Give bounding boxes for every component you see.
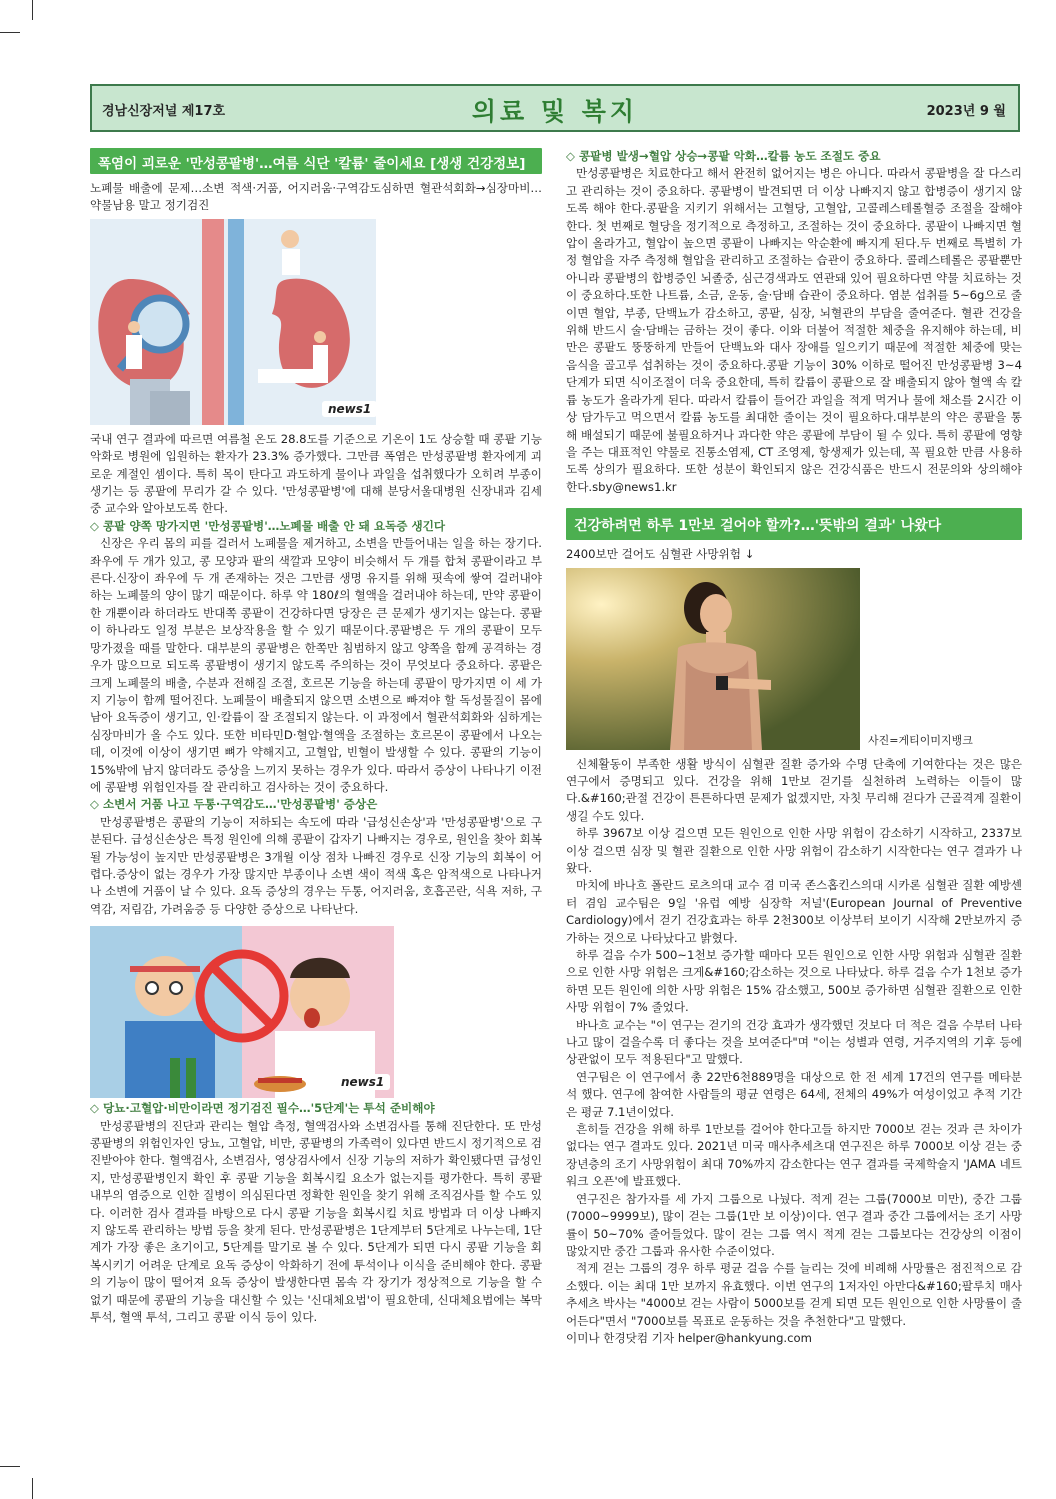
walk-paragraph-3: 마치에 바나흐 폴란드 로츠의대 교수 겸 미국 존스홉킨스의대 시카론 심혈관 질환 예방센터 겸임 교수팀은 9일 '유럽 예방 심장학 저널'(European Journal of Preventive Cardiology)에서 걷기 건강효과는 하루 2천300보 이상부터 보이기 시작해 2만보까지 증가하는 것으로 나타났다고 밝혔다.: [566, 878, 1022, 945]
crop-mark: [0, 32, 20, 33]
walk-paragraph-8: 연구진은 참가자를 세 가지 그룹으로 나눴다. 적게 걷는 그룹(7000보 미만), 중간 그룹(7000~9999보), 많이 걷는 그룹(1만 보 이상)이다. 연구 결과 중간 그룹에서는 조기 사망률이 50~70% 줄어들었다. 많이 걷는 그룹 역시 적게 걷는 그룹보다는 건강상의 이점이 많았지만 중간 그룹과 유사한 수준이었다.: [566, 1191, 1022, 1258]
crop-mark: [32, 0, 33, 20]
section-title: 의료 및 복지: [471, 97, 639, 126]
photo-row: [566, 568, 1022, 750]
subheading-1: ◇ 콩팥 양쪽 망가지면 '만성콩팥병'…노폐물 배출 안 돼 요독증 생긴다: [90, 518, 446, 533]
walk-paragraph-6: 연구팀은 이 연구에서 총 22만6천889명을 대상으로 한 전 세계 17건의 연구를 메타분석 했다. 연구에 참여한 사람들의 평균 연령은 64세, 전체의 49%가 여성이었고 추적 기간은 평균 7.1년이었다.: [566, 1069, 1022, 1119]
intro-paragraph: 국내 연구 결과에 따르면 여름철 온도 28.8도를 기준으로 기온이 1도 상승할 때 콩팥 기능 악화로 병원에 입원하는 환자가 23.3% 증가했다. 그만큼 폭염은 만성콩팥병 환자에게 괴로운 계절인 셈이다. 특히 목이 탄다고 과도하게 물이나 과일을 섭취했다가 오히려 부종이 생기는 등 콩팥에 무리가 갈 수 있다. '만성콩팥병'에 대해 분당서울대병원 신장내과 김세중 교수와 알아보도록 한다.: [90, 431, 542, 516]
walking-woman-photo: [566, 568, 860, 750]
article-banner: 폭염이 괴로운 '만성콩팥병'…여름 식단 '칼륨' 줄이세요 [생생 건강정보]: [90, 148, 542, 174]
photo-credit: 사진=게티이미지뱅크: [868, 733, 973, 747]
walk-paragraph-4: 하루 걸음 수가 500~1천보 증가할 때마다 모든 원인으로 인한 사망 위험과 심혈관 질환으로 인한 사망 위험은 크게&#160;감소하는 것으로 나타났다. 하루 걸음 수가 1천보 증가하면 모든 원인에 의한 사망 위험은 15% 감소했고, 500보 증가하면 심혈관 질환으로 인한 사망 위험이 7% 줄었다.: [566, 948, 1022, 1015]
subheading-4: ◇ 콩팥병 발생→혈압 상승→콩팥 악화…칼륨 농도 조절도 중요: [566, 149, 881, 163]
article-banner-2: 건강하려면 하루 1만보 걸어야 할까?…'뜻밖의 결과' 나왔다: [566, 508, 1022, 540]
news1-logo: news1: [335, 1074, 390, 1090]
food-illustration-svg: [90, 926, 394, 1098]
kidney-illustration: [90, 219, 376, 425]
walk-paragraph-2: 하루 3967보 이상 걸으면 모든 원인으로 인한 사망 위험이 감소하기 시작하고, 2337보 이상 걸으면 심장 및 혈관 질환으로 인한 사망 위험이 감소하기 시작한다는 연구 결과가 나왔다.: [566, 826, 1022, 875]
paragraph-4: 만성콩팥병은 치료한다고 해서 완전히 없어지는 병은 아니다. 따라서 콩팥병을 잘 다스리고 관리하는 것이 중요하다. 콩팥병이 발견되면 더 이상 나빠지지 않고 합병증이 생기지 않도록 해야 한다.콩팥을 지키기 위해서는 고혈당, 고혈압, 고콜레스테롤혈증 조절을 잘해야 한다. 첫 번째로 혈당을 정기적으로 측정하고, 조절하는 것이 중요하다. 콩팥이 나빠지면 혈압이 올라가고, 혈압이 높으면 콩팥이 나빠지는 악순환에 빠지게 된다.두 번째로 특별히 가정 혈압을 자주 측정해 혈압을 관리하고 조절하는 습관이 중요하다. 콜레스테롤은 콩팥뿐만 아니라 콩팥병의 합병증인 뇌졸중, 심근경색과도 연관돼 있어 필요하다면 약물 치료하는 것이 중요하다.또한 나트륨, 소금, 운동, 술·담배 습관이 중요하다. 염분 섭취를 5~6g으로 줄이면 혈압, 부종, 단백뇨가 감소하고, 콩팥, 심장, 뇌혈관의 부담을 줄여준다. 혈관 건강을 위해 반드시 술·담배는 금하는 것이 좋다. 이와 더불어 적절한 체중을 유지해야 하는데, 비만은 콩팥도 뚱뚱하게 만들어 단백뇨와 대사 장애를 일으키기 때문에 적절한 체중에 맞는 음식을 골고루 섭취하는 것이 중요하다.콩팥 기능이 30% 이하로 떨어진 만성콩팥병 3~4단계가 되면 식이조절이 더욱 중요한데, 특히 칼륨이 콩팥으로 잘 배출되지 않아 혈액 속 칼륨 농도가 올라가게 된다. 따라서 칼륨이 들어간 과일을 적게 먹거나 물에 채소를 2시간 이상 담가두고 먹으면서 칼륨 농도를 최대한 줄이는 것이 필요하다.대부분의 약은 콩팥을 통해 배설되기 때문에 불필요하거나 과다한 약은 콩팥에 부담이 될 수 있다. 특히 콩팥에 영향을 주는 대표적인 약물로 진통소염제, CT 조영제, 항생제가 있는데, 꼭 필요한 만큼 사용하도록 상의가 필요하다. 또한 성분이 확인되지 않은 건강식품은 반드시 전문의와 상의해야 한다.sby@news1.kr: [566, 166, 1022, 494]
paragraph-1: 신장은 우리 몸의 피를 걸러서 노폐물을 제거하고, 소변을 만들어내는 일을 하는 장기다. 좌우에 두 개가 있고, 콩 모양과 팥의 색깔과 모양이 비슷해서 두 개를 합쳐 콩팥이라고 부른다.신장이 좌우에 두 개 존재하는 것은 그만큼 생명 유지를 위해 핏속에 쌓여 걸러내야 하는 노폐물의 양이 많기 때문이다. 하루 약 180ℓ의 혈액을 걸러내야 하는데, 만약 콩팥이 한 개뿐이라 하더라도 반대쪽 콩팥이 건강하다면 당장은 큰 문제가 생기지는 않는다. 콩팥이 하나라도 일정 부분은 보상작용을 할 수 있기 때문이다.콩팥병은 두 개의 콩팥이 모두 망가졌을 때를 말한다. 대부분의 콩팥병은 한쪽만 침범하지 않고 양쪽을 함께 공격하는 경우가 많으므로 되도록 콩팥병이 생기지 않도록 주의하는 것이 무엇보다 중요하다. 콩팥은 크게 노폐물의 배출, 수분과 전해질 조절, 호르몬 기능을 하는데 콩팥이 망가지면 이 세 가지 기능이 함께 떨어진다. 노폐물이 배출되지 않으면 소변으로 빠져야 할 독성물질이 몸에 남아 요독증이 생기고, 인·칼륨이 잘 조절되지 않는다. 이 과정에서 혈관석회화와 심하게는 심장마비가 올 수도 있다. 또한 비타민D·혈압·혈액을 조절하는 호르몬이 콩팥에서 나오는데, 이것에 이상이 생기면 뼈가 약해지고, 고혈압, 빈혈이 발생할 수 있다. 콩팥의 기능이 15%밖에 남지 않더라도 증상을 느끼지 못하는 경우가 있다. 따라서 증상이 나타나기 이전에 콩팥병 위험인자를 잘 관리하고 검사하는 것이 중요하다.: [90, 536, 542, 794]
walk-paragraph-5: 바나흐 교수는 "이 연구는 걷기의 건강 효과가 생각했던 것보다 더 적은 걸음 수부터 나타나고 많이 걸을수록 더 좋다는 것을 보여준다"며 "이는 성별과 연령, 거주지역의 기후 등에 상관없이 모두 적용된다"고 말했다.: [566, 1017, 1022, 1067]
kidney-illustration-svg: [90, 219, 376, 425]
left-column: [90, 148, 542, 1326]
subheading-2: ◇ 소변서 거품 나고 두통·구역감도…'만성콩팥병' 증상은: [90, 797, 378, 812]
paragraph-3: 만성콩팥병의 진단과 관리는 혈압 측정, 혈액검사와 소변검사를 통해 진단한다. 또 만성콩팥병의 위험인자인 당뇨, 고혈압, 비만, 콩팥병의 가족력이 있다면 반드시 정기적으로 검진받아야 한다. 혈액검사, 소변검사, 영상검사에서 신장 기능의 저하가 확인됐다면 급성인지, 만성콩팥병인지 확인 후 콩팥 기능을 회복시킬 요소가 없는지를 평가한다. 특히 콩팥 내부의 염증으로 인한 질병이 의심된다면 정확한 원인을 찾기 위해 조직검사를 할 수도 있다. 이러한 검사 결과를 바탕으로 다시 콩팥 기능을 회복시킬 치료 방법과 더 이상 나빠지지 않도록 관리하는 방법 등을 찾게 된다. 만성콩팥병은 1단계부터 5단계로 나누는데, 1단계가 가장 좋은 초기이고, 5단계를 말기로 볼 수 있다. 5단계가 되면 다시 콩팥 기능을 회복시키기 어려운 단계로 요독 증상이 악화하기 전에 투석이나 이식을 준비해야 한다. 콩팥의 기능이 많이 떨어져 요독 증상이 발생한다면 몸속 각 장기가 정상적으로 기능을 할 수 없기 때문에 콩팥의 기능을 대신할 수 있는 '신대체요법'이 필요한데, 신대체요법에는 복막투석, 혈액 투석, 그리고 콩팥 이식 등이 있다.: [90, 1118, 542, 1325]
walk-paragraph-9: 적게 걷는 그룹의 경우 하루 평균 걸음 수를 늘리는 것에 비례해 사망률은 점진적으로 감소했다. 이는 최대 1만 보까지 유효했다. 이번 연구의 1저자인 아만다&#160;팔루치 매사추세츠 박사는 "4000보 걷는 사람이 5000보를 걷게 되면 모든 원인으로 인한 사망률이 줄어든다"면서 "7000보를 목표로 운동하는 것을 추천한다"고 말했다.: [566, 1261, 1022, 1328]
lead-text-2: 2400보만 걸어도 심혈관 사망위험 ↓: [566, 547, 755, 562]
walk-paragraph-1: 신체활동이 부족한 생활 방식이 심혈관 질환 증가와 수명 단축에 기여한다는 것은 많은 연구에서 증명되고 있다. 건강을 위해 1만보 걷기를 실천하려 노력하는 이들이 많다.&#160;관절 건강이 튼튼하다면 문제가 없겠지만, 자칫 무리해 걷다가 근골격계 질환이 생길 수도 있다.: [566, 756, 1022, 823]
paragraph-2: 만성콩팥병은 콩팥의 기능이 저하되는 속도에 따라 '급성신손상'과 '만성콩팥병'으로 구분된다. 급성신손상은 특정 원인에 의해 콩팥이 갑자기 나빠지는 경우로, 원인을 찾아 회복될 가능성이 높지만 만성콩팥병은 3개월 이상 점차 나빠진 경우로 신장 기능의 회복이 어렵다.증상이 없는 경우가 가장 많지만 부종이나 소변 색이 적색 혹은 암적색으로 나타나거나 소변에 거품이 날 수 있다. 요독 증상의 경우는 두통, 어지러움, 호흡곤란, 식욕 저하, 구역감, 저림감, 가려움증 등 다양한 증상으로 나타난다.: [90, 814, 542, 916]
walk-paragraph-7: 흔히들 건강을 위해 하루 1만보를 걸어야 한다고들 하지만 7000보 걷는 것과 큰 차이가 없다는 연구 결과도 있다. 2021년 미국 매사추세츠대 연구진은 하루 7000보 이상 걷는 중장년층의 조기 사망위험이 최대 70%까지 감소한다는 연구 결과를 국제학술지 'JAMA 네트워크 오픈'에 발표했다.: [566, 1122, 1022, 1189]
page-header: [90, 84, 1020, 132]
walking-woman-photo-svg: [566, 568, 860, 750]
crop-mark: [0, 1466, 20, 1467]
byline: 이미나 한경닷컴 기자 helper@hankyung.com: [566, 1330, 812, 1345]
news1-logo: news1: [322, 401, 376, 417]
crop-mark: [32, 1478, 33, 1499]
lead-text: 노폐물 배출에 문제…소변 적색·거품, 어지러움·구역감도심하면 혈관석회화→심장마비…약물남용 말고 정기검진: [90, 181, 542, 213]
journal-name: 경남신장저널 제17호: [102, 104, 226, 119]
right-column: [566, 148, 1022, 1347]
subheading-3: ◇ 당뇨·고혈압·비만이라면 정기검진 필수…'5단계'는 투석 준비해야: [90, 1101, 435, 1116]
issue-date: 2023년 9 월: [926, 104, 1006, 119]
food-illustration: [90, 926, 394, 1098]
